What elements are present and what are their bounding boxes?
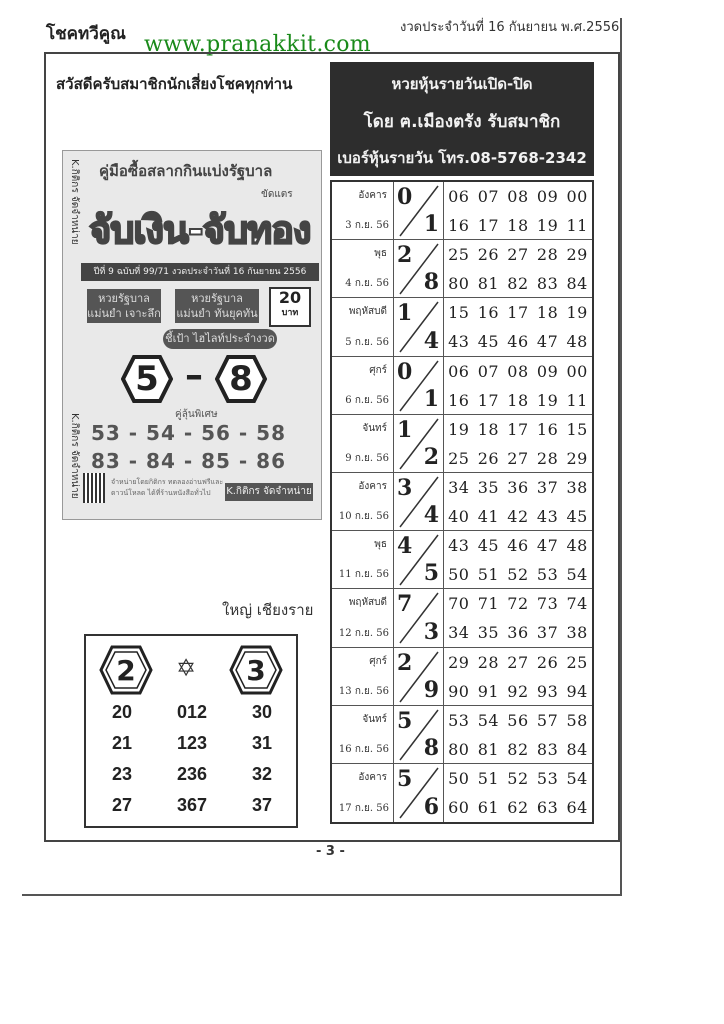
numbers-cell [444,415,592,472]
prediction-cell: 21 [111,733,133,753]
number: 56 [507,710,529,730]
number: 28 [536,245,559,265]
pair-bottom-digit: 8 [423,734,439,761]
cover-tag: ขัดแตร [261,189,293,200]
prediction-cell: 236 [176,764,208,784]
number: 38 [566,623,588,643]
number: 35 [477,477,500,497]
numbers-cell [444,240,592,297]
prediction-left: 2 [116,653,136,687]
pair-top-digit: 0 [397,358,413,385]
number: 27 [507,652,529,672]
number: 26 [477,245,500,265]
number: 35 [477,623,500,643]
cover-hexagon-right [215,355,267,403]
number: 06 [448,361,470,381]
numbers-cell [444,531,592,588]
cover-hexagon-left [121,355,173,403]
pair-top-digit: 3 [397,474,413,501]
number: 25 [566,652,588,672]
number: 94 [566,681,588,701]
number: 43 [536,506,559,526]
number: 80 [448,739,470,759]
day-name: จันทร์ [362,713,387,725]
number: 15 [566,419,588,439]
pair-cell [394,240,444,297]
prediction-cell: 31 [251,733,273,753]
day-name: พุธ [374,248,387,260]
number: 46 [507,332,529,352]
pair-top-digit: 7 [397,591,413,618]
number: 19 [536,390,559,410]
number: 43 [448,332,470,352]
number: 52 [507,565,529,585]
schedule-row [332,531,592,589]
number: 92 [507,681,529,701]
numbers-cell [444,473,592,530]
prediction-row [92,795,292,826]
schedule-row [332,240,592,298]
number: 63 [536,797,559,817]
date-label: 5 ก.ย. 56 [345,336,389,348]
number: 36 [507,477,529,497]
date-label: 4 ก.ย. 56 [345,278,389,290]
number: 51 [477,565,500,585]
date-label: 16 ก.ย. 56 [338,743,389,755]
number: 07 [477,187,500,206]
numbers-cell [444,298,592,355]
numbers-cell [444,648,592,705]
number: 27 [507,245,529,265]
number: 47 [536,536,559,556]
pair-bottom-digit: 9 [423,676,439,703]
number: 61 [477,797,500,817]
date-label: 6 ก.ย. 56 [345,394,389,406]
cover-issue-strip: ปีที่ 9 ฉบับที่ 99/71 งวดประจำวันที่ 16 กันยายน 2556 [81,263,319,281]
number: 15 [448,303,470,323]
pair-top-digit: 4 [397,533,413,560]
schedule-row [332,706,592,764]
day-name: อังคาร [358,771,387,783]
prediction-cell: 30 [251,702,273,722]
number: 52 [507,768,529,788]
number: 90 [448,681,470,701]
number: 08 [507,361,529,381]
numbers-line-bottom [444,211,592,240]
pair-cell [394,531,444,588]
number: 83 [536,274,559,294]
numbers-line-top [444,357,592,386]
number: 09 [536,187,559,206]
promo-line-3: เบอร์หุ้นรายวัน โทร.08-5768-2342 [337,149,587,167]
prediction-row [92,702,292,733]
number: 41 [477,506,500,526]
pair-bottom-digit: 6 [423,794,439,821]
schedule-row [332,182,592,240]
number: 37 [536,477,559,497]
pair-cell [394,764,444,822]
number: 93 [536,681,559,701]
number: 91 [477,681,500,701]
numbers-line-bottom [444,793,592,822]
pair-bottom-digit: 1 [423,385,439,412]
pair-top-digit: 1 [397,300,413,327]
number: 26 [536,652,559,672]
promo-line-1: หวยหุ้นรายวันเปิด-ปิด [391,75,533,93]
numbers-line-bottom [444,444,592,473]
pair-cell [394,182,444,239]
cover-numbers-row-1: 53 - 54 - 56 - 58 [91,421,287,445]
magazine-brand: โชคทวีคูณ [46,24,126,44]
prediction-cell: 367 [176,795,208,815]
number: 81 [477,274,500,294]
schedule-row [332,298,592,356]
cover-box-1: หวยรัฐบาล แม่นยำ เจาะลึก [87,289,161,323]
number: 29 [566,448,588,468]
number: 28 [536,448,559,468]
cover-dash: – [185,355,203,396]
number: 16 [448,390,470,410]
date-cell [332,764,394,822]
prediction-cell: 123 [176,733,208,753]
pair-bottom-digit: 8 [423,269,439,296]
number: 64 [566,797,588,817]
prediction-cell: 012 [176,702,208,722]
numbers-line-bottom [444,618,592,647]
numbers-cell [444,182,592,239]
pair-bottom-digit: 1 [423,211,439,238]
pair-bottom-digit: 5 [423,560,439,587]
numbers-line-bottom [444,677,592,706]
cover-spine-text-2: K.กิติกร จัดจำหน่าย [69,413,80,499]
number: 18 [477,419,500,439]
number: 81 [477,739,500,759]
pair-top-digit: 2 [397,242,413,269]
number: 11 [566,390,588,410]
pair-cell [394,357,444,414]
number: 11 [566,216,588,235]
number: 54 [566,768,588,788]
cover-hint: คู่ลุ้นพิเศษ [175,409,218,420]
pair-top-digit: 2 [397,649,413,676]
prediction-cell: 32 [251,764,273,784]
cover-title: จับเงิน-จับทอง [89,208,311,252]
number: 84 [566,739,588,759]
number: 60 [448,797,470,817]
date-label: 11 ก.ย. 56 [338,569,389,581]
number: 00 [566,187,588,206]
number: 40 [448,506,470,526]
number: 17 [477,390,500,410]
numbers-line-bottom [444,327,592,356]
number: 09 [536,361,559,381]
day-name: อังคาร [358,480,387,492]
number: 73 [536,594,559,614]
numbers-line-top [444,764,592,793]
number: 54 [477,710,500,730]
date-cell [332,648,394,705]
number: 16 [477,303,500,323]
number: 16 [448,216,470,235]
numbers-line-top [444,298,592,327]
number: 00 [566,361,588,381]
numbers-line-bottom [444,386,592,415]
number: 82 [507,274,529,294]
number: 50 [448,768,470,788]
schedule-row [332,357,592,415]
number: 70 [448,594,470,614]
star-of-david-icon: ✡ [176,654,197,682]
number: 53 [536,768,559,788]
number: 19 [448,419,470,439]
number: 48 [566,536,588,556]
number: 17 [507,303,529,323]
number: 18 [536,303,559,323]
number: 54 [566,565,588,585]
number: 45 [477,536,500,556]
number: 18 [507,216,529,235]
schedule-row [332,415,592,473]
cover-box-2: หวยรัฐบาล แม่นยำ ทันยุคทัน [175,289,259,323]
number: 26 [477,448,500,468]
date-cell [332,357,394,414]
pair-cell [394,706,444,763]
day-name: ศุกร์ [369,364,387,376]
schedule-row [332,648,592,706]
date-cell [332,240,394,297]
pair-cell [394,473,444,530]
prediction-cell: 23 [111,764,133,784]
pair-cell [394,589,444,646]
pair-bottom-digit: 4 [423,327,439,354]
prediction-row [92,764,292,795]
number: 45 [477,332,500,352]
number: 47 [536,332,559,352]
number: 42 [507,506,529,526]
prediction-row [92,733,292,764]
barcode-icon [83,473,105,503]
watermark-url: www.pranakkit.com [140,32,375,57]
number: 36 [507,623,529,643]
page-number: - 3 - [316,844,345,859]
pair-top-digit: 0 [397,184,413,210]
number: 80 [448,274,470,294]
number: 50 [448,565,470,585]
date-cell [332,473,394,530]
day-name: พฤหัสบดี [348,306,387,318]
magazine-cover [62,150,322,520]
numbers-cell [444,706,592,763]
cover-spine-text: K.กิติกร จัดจำหน่าย [69,159,80,245]
number: 45 [566,506,588,526]
pair-bottom-digit: 4 [423,502,439,529]
date-label: 10 ก.ย. 56 [338,511,389,523]
cover-fineprint: จำหน่ายโดยกิติกร ทดลองอ่านฟรีและดาวน์โหลด ได้ที่ร้านหนังสือทั่วไป [111,478,224,497]
cover-price: 20 [278,288,302,307]
number: 72 [507,594,529,614]
numbers-line-bottom [444,735,592,764]
greeting-text: สวัสดีครับสมาชิกนักเสี่ยงโชคทุกท่าน [56,75,293,93]
numbers-line-top [444,648,592,677]
number: 29 [448,652,470,672]
number: 53 [448,710,470,730]
number: 28 [477,652,500,672]
numbers-cell [444,589,592,646]
cover-highlight-pill: ชี้เป้า ไฮไลท์ประจำงวด [163,329,277,349]
numbers-line-top [444,240,592,269]
number: 51 [477,768,500,788]
day-name: จันทร์ [362,422,387,434]
schedule-table [330,180,594,824]
pair-bottom-digit: 2 [423,443,439,470]
date-cell [332,182,394,239]
cover-price-unit: บาท [281,308,299,318]
cover-subtitle: คู่มือซื้อสลากกินแบ่งรัฐบาล [99,162,273,180]
date-label: 12 ก.ย. 56 [338,627,389,639]
schedule-row [332,589,592,647]
number: 82 [507,739,529,759]
date-cell [332,589,394,646]
numbers-cell [444,357,592,414]
number: 62 [507,797,529,817]
date-cell [332,706,394,763]
date-label: 3 ก.ย. 56 [345,220,389,232]
numbers-line-top [444,531,592,560]
number: 27 [507,448,529,468]
number: 25 [448,448,470,468]
promo-line-2: โดย ฅ.เมืองตรัง รับสมาชิก [363,112,561,132]
cover-price-badge [269,287,311,327]
date-label: 13 ก.ย. 56 [338,685,389,697]
number: 46 [507,536,529,556]
pair-top-digit: 5 [397,707,413,734]
prediction-hexagon-left [98,644,154,696]
day-name: ศุกร์ [369,655,387,667]
date-cell [332,298,394,355]
number: 08 [507,187,529,206]
cover-main-right: 8 [229,359,253,399]
number: 25 [448,245,470,265]
numbers-line-top [444,589,592,618]
number: 17 [507,419,529,439]
prediction-box [84,634,298,828]
date-label: 9 ก.ย. 56 [345,452,389,464]
number: 74 [566,594,588,614]
prediction-cell: 37 [251,795,273,815]
pair-bottom-digit: 3 [423,618,439,645]
number: 34 [448,623,470,643]
number: 84 [566,274,588,294]
number: 07 [477,361,500,381]
number: 48 [566,332,588,352]
prediction-hexagon-right [228,644,284,696]
numbers-line-top [444,182,592,211]
numbers-cell [444,764,592,822]
prediction-grid [92,702,292,826]
cover-numbers-row-2: 83 - 84 - 85 - 86 [91,449,287,473]
date-cell [332,415,394,472]
numbers-line-top [444,473,592,502]
numbers-line-top [444,415,592,444]
promo-box [330,62,594,176]
pair-top-digit: 1 [397,416,413,443]
number: 58 [566,710,588,730]
cover-main-left: 5 [135,359,159,399]
day-name: อังคาร [358,190,387,201]
issue-date: งวดประจำวันที่ 16 กันยายน พ.ศ.2556 [400,20,620,35]
prediction-cell: 27 [111,795,133,815]
numbers-line-bottom [444,560,592,589]
number: 57 [536,710,559,730]
pair-top-digit: 5 [397,765,413,792]
number: 19 [566,303,588,323]
number: 16 [536,419,559,439]
number: 18 [507,390,529,410]
schedule-row [332,764,592,822]
number: 38 [566,477,588,497]
numbers-line-top [444,706,592,735]
pair-cell [394,415,444,472]
number: 06 [448,187,470,206]
pair-cell [394,648,444,705]
day-name: พุธ [374,539,387,551]
cover-publisher: K.กิติกร จัดจำหน่าย [225,483,313,501]
date-label: 17 ก.ย. 56 [338,803,389,815]
number: 29 [566,245,588,265]
date-cell [332,531,394,588]
number: 37 [536,623,559,643]
number: 19 [536,216,559,235]
day-name: พฤหัสบดี [348,597,387,609]
schedule-row [332,473,592,531]
number: 34 [448,477,470,497]
number: 17 [477,216,500,235]
pair-cell [394,298,444,355]
prediction-right: 3 [246,653,266,687]
number: 71 [477,594,500,614]
numbers-line-bottom [444,269,592,298]
numbers-line-bottom [444,502,592,531]
number: 83 [536,739,559,759]
prediction-cell: 20 [111,702,133,722]
number: 43 [448,536,470,556]
prediction-caption: ใหญ่ เชียงราย [222,601,314,619]
number: 53 [536,565,559,585]
